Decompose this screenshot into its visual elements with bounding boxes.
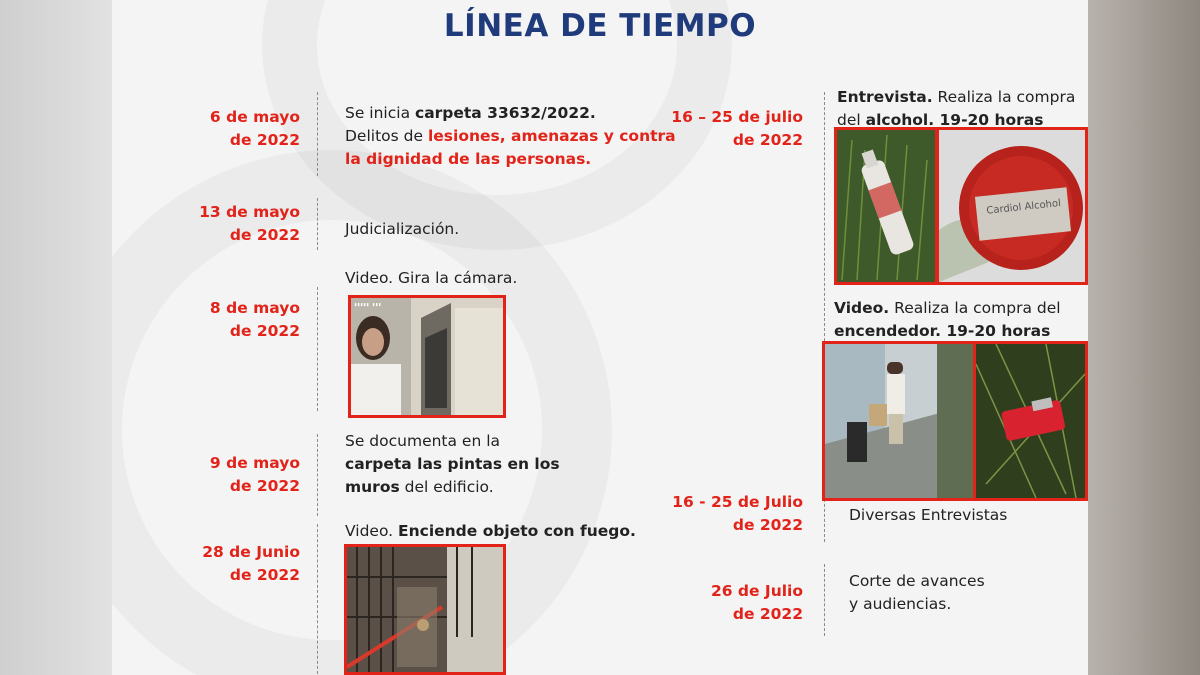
event-pintas-text: Se documenta en la carpeta las pintas en los muros del edificio. [345, 432, 560, 496]
date-6-mayo: 6 de mayo de 2022 [209, 108, 300, 149]
date-8-mayo: 8 de mayo de 2022 [209, 299, 300, 340]
corte-avances-text: Corte de avances y audiencias. [849, 572, 985, 613]
slide-title: LÍNEA DE TIEMPO [443, 8, 757, 44]
left-background-blur [0, 0, 112, 675]
timeline-divider [317, 524, 318, 674]
video-encendedor-caption: Video. Realiza la compra del encendedor. 19-20 horas [834, 299, 1061, 340]
date-13-mayo: 13 de mayo de 2022 [199, 203, 300, 244]
entrevista-alcohol-caption: Entrevista. Realiza la compra del alcohol. 19-20 horas [837, 88, 1076, 129]
lighter-photo [973, 341, 1088, 501]
diversas-entrevistas-text: Diversas Entrevistas [849, 506, 1008, 524]
svg-text:▮▮▮▮▮ ▮▮▮: ▮▮▮▮▮ ▮▮▮ [354, 302, 382, 308]
event-judicializacion-text: Judicialización. [345, 220, 460, 238]
date-28-junio: 28 de Junio de 2022 [202, 543, 300, 584]
video-camera-photo [348, 295, 506, 418]
right-background-blur [1088, 0, 1200, 675]
slide [112, 0, 1088, 675]
timeline-divider [317, 198, 318, 250]
timeline-divider [317, 92, 318, 176]
store-camera-photo [822, 341, 976, 501]
timeline-divider [317, 287, 318, 411]
timeline-divider [824, 564, 825, 636]
video-camera-caption: Video. Gira la cámara. [345, 269, 518, 287]
alcohol-cap-photo [936, 127, 1088, 285]
date-16-25-julio: 16 – 25 de julio de 2022 [671, 108, 803, 149]
event-carpeta-text: Se inicia carpeta 33632/2022. Delitos de lesiones, amenazas y contra la dignidad de las personas. [345, 104, 676, 168]
sticker-label: Cardiol Alcohol [985, 198, 1062, 217]
date-9-mayo: 9 de mayo de 2022 [209, 454, 300, 495]
video-fire-caption: Video. Enciende objeto con fuego. [345, 522, 636, 540]
timeline-divider [317, 434, 318, 516]
date-16-25-julio-entrevistas: 16 - 25 de Julio de 2022 [672, 493, 803, 534]
video-fire-photo [344, 544, 506, 675]
date-26-julio: 26 de Julio de 2022 [710, 582, 803, 623]
alcohol-bottle-photo [834, 127, 938, 285]
